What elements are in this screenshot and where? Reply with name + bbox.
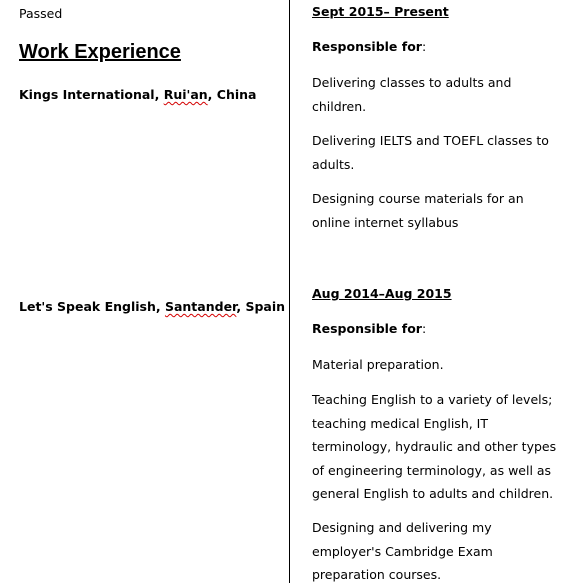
job1-duty-1 [312,71,511,118]
job1-duty-2 [312,129,549,176]
job2-duty-3 [312,516,493,587]
job1-responsible-for [312,39,426,54]
duty-line: general English to adults and children. [312,486,554,501]
job2-responsible-for [312,321,426,336]
employer-location: , China [207,87,257,102]
duty-line: children. [312,98,367,114]
duty-line: of engineering terminology, as well as [312,462,552,478]
responsible-label: Responsible for [312,39,422,54]
job1-dates: Sept 2015– Present [312,4,449,19]
spellcheck-word: Rui'an [163,87,208,102]
job1-duty-3 [312,187,524,234]
duty-line: Delivering classes to adults and [312,75,512,90]
duty-line: Designing course materials for an [312,191,524,206]
column-divider [289,0,290,583]
employer-lets-speak-english [19,299,285,314]
responsible-colon: : [421,321,427,336]
job2-dates: Aug 2014–Aug 2015 [312,286,452,301]
responsible-label: Responsible for [312,321,422,336]
job2-duty-2 [312,388,556,506]
duty-line: Material preparation. [312,357,444,372]
spellcheck-word: Santander [164,299,237,314]
duty-line: preparation courses. [312,567,442,582]
duty-line: Delivering IELTS and TOEFL classes to [312,133,549,148]
section-heading-work-experience: Work Experience [19,41,181,63]
passed-text: Passed [19,6,63,21]
duty-line: Teaching English to a variety of levels; [312,392,553,407]
duty-line: online internet syllabus [312,214,459,230]
duty-line: Designing and delivering my [312,520,492,535]
responsible-colon: : [421,39,427,54]
duty-line: teaching medical English, IT [312,415,489,431]
employer-location: , Spain [236,299,286,314]
employer-kings-international [19,87,256,102]
duty-line: employer's Cambridge Exam [312,543,493,559]
duty-line: terminology, hydraulic and other types [312,439,557,454]
job2-duty-1 [312,353,444,377]
employer-name: Kings International, [19,87,164,102]
employer-name: Let's Speak English, [19,299,165,314]
duty-line: adults. [312,156,355,172]
